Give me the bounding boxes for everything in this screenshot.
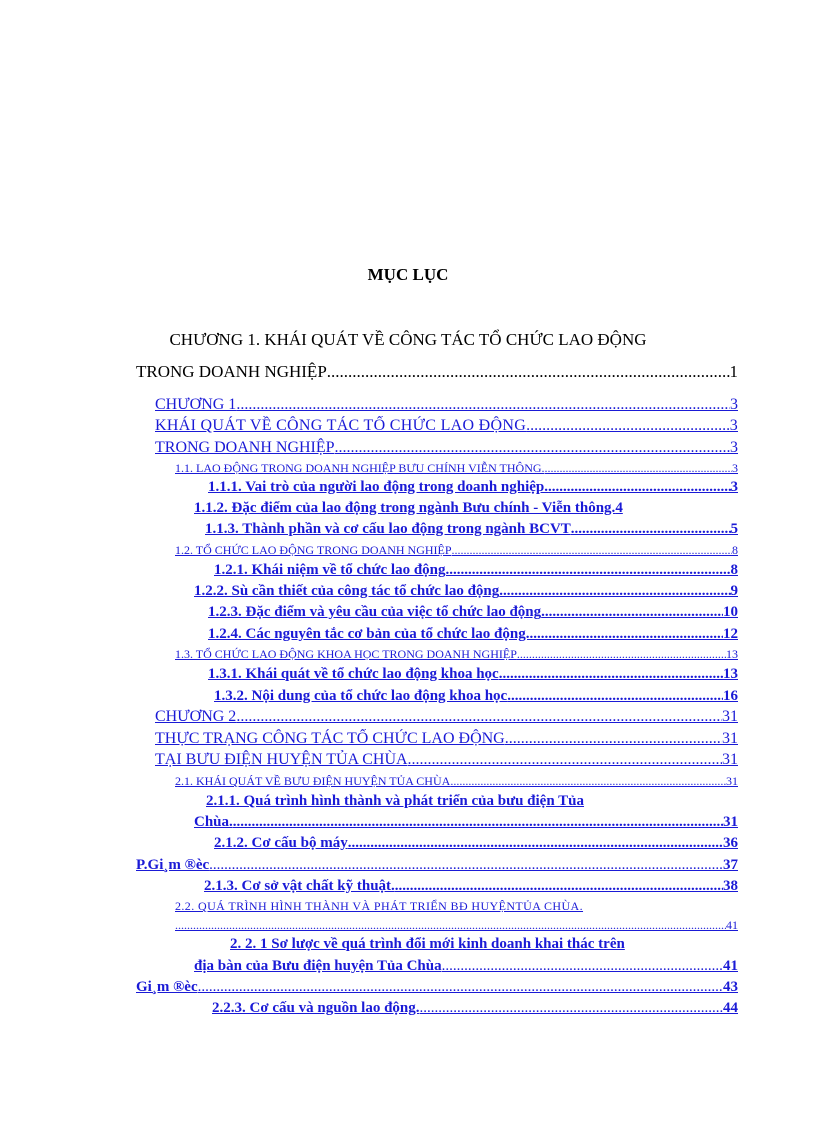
toc-entry-2-2-line2[interactable] — [175, 915, 738, 936]
toc-entry-text: 2.1.3. Cơ sở vật chất kỹ thuật. — [204, 878, 395, 894]
toc-page-number: 3 — [730, 479, 738, 495]
toc-page-number: 3 — [730, 396, 738, 413]
toc-heading-line1: CHƯƠNG 1. KHÁI QUÁT VỀ CÔNG TÁC TỔ CHỨC LAO ĐỘNG — [169, 330, 647, 349]
page-title: MỤC LỤC — [367, 265, 449, 284]
toc-entry-2-2-1-line1[interactable] — [194, 934, 738, 955]
toc-page-number: 5 — [730, 521, 738, 537]
toc-entry-text: 1.2. TỔ CHỨC LAO ĐỘNG TRONG DOANH NGHIỆP — [175, 543, 452, 557]
toc-page-number: 3 — [732, 461, 738, 475]
dot-leader — [420, 998, 723, 1019]
dot-leader — [548, 477, 730, 498]
toc-entry-text: 1.3.1. Khái quát về tổ chức lao động khoa học — [208, 666, 499, 682]
dot-leader — [395, 876, 723, 897]
toc-page-number: 4 — [615, 500, 623, 516]
toc-entry-text: địa bàn của Bưu điện huyện Tủa Chùa — [194, 958, 442, 974]
toc-entry-2-2-line1[interactable] — [175, 896, 738, 917]
dot-leader — [541, 602, 723, 623]
dot-leader — [348, 833, 723, 854]
toc-entry-2-1-1-line2[interactable] — [194, 812, 738, 833]
dot-leader — [442, 956, 723, 977]
toc-entry-1-1-2[interactable] — [194, 498, 743, 519]
toc-entry-chuong-2[interactable] — [155, 707, 738, 728]
toc-entry-text: 1.1. LAO ĐỘNG TRONG DOANH NGHIỆP BƯU CHÍNH VIỄN THÔNG. — [175, 461, 545, 475]
toc-page-number: 8 — [730, 562, 738, 578]
toc-entry-2-2-1-line2[interactable] — [194, 956, 738, 977]
toc-entry-text: 2.1. KHÁI QUÁT VỀ BƯU ĐIỆN HUYỆN TỦA CHÙA — [175, 774, 451, 788]
dot-leader — [233, 812, 723, 833]
toc-page-number: 41 — [726, 918, 738, 932]
toc-page-number: 10 — [723, 604, 738, 620]
toc-heading-line2-text: TRONG DOANH NGHIỆP — [136, 362, 327, 381]
toc-page-number: 12 — [723, 626, 738, 642]
dot-leader — [198, 977, 723, 998]
toc-page-number: 31 — [722, 708, 738, 725]
toc-entry-p-giam-doc[interactable] — [136, 855, 738, 876]
toc-entry-text: CHƯƠNG 1 — [155, 396, 237, 413]
toc-page-number: 41 — [723, 958, 738, 974]
toc-entry-1-1[interactable] — [175, 458, 738, 479]
toc-entry-text: THỰC TRẠNG CÔNG TÁC TỔ CHỨC LAO ĐỘNG — [155, 730, 505, 747]
toc-entry-text: Gi¸m ®èc — [136, 979, 198, 995]
toc-entry-2-1-1-line1[interactable] — [194, 791, 738, 812]
toc-entry-text: TRONG DOANH NGHIỆP — [155, 439, 335, 456]
toc-entry-chuong-1[interactable] — [155, 395, 738, 416]
toc-entry-tai-buu-dien[interactable] — [155, 750, 738, 771]
toc-entry-text: 1.2.4. Các nguyên tắc cơ bản của tổ chức lao động. — [208, 626, 530, 642]
dot-leader — [175, 915, 726, 936]
toc-page-number: 43 — [723, 979, 738, 995]
toc-page-number: 13 — [726, 647, 738, 661]
dot-leader — [452, 540, 732, 561]
dot-leader — [446, 560, 731, 581]
toc-page-number: 16 — [723, 688, 738, 704]
toc-entry-1-3-1[interactable] — [194, 664, 738, 685]
toc-page-number: 36 — [723, 835, 738, 851]
toc-entry-text: 1.2.3. Đặc điểm và yêu cầu của việc tổ chức lao động — [208, 604, 542, 620]
toc-page-number: 9 — [730, 583, 738, 599]
toc-entry-2-1-3[interactable] — [194, 876, 738, 897]
toc-entry-1-2-1[interactable] — [194, 560, 738, 581]
toc-entry-trong-doanh-nghiep[interactable] — [155, 438, 738, 459]
dot-leader — [450, 771, 726, 792]
toc-entry-text: 1.2.1. Khái niệm về tổ chức lao động — [214, 562, 446, 578]
toc-entry-2-1[interactable] — [175, 771, 738, 792]
toc-page-number: 31 — [723, 814, 738, 830]
toc-entry-text: KHÁI QUÁT VỀ CÔNG TÁC TỔ CHỨC LAO ĐỘNG — [155, 417, 527, 434]
dot-leader — [236, 707, 722, 728]
toc-entry-text: CHƯƠNG 2 — [155, 708, 237, 725]
toc-entry-text: 2. 2. 1 Sơ lược về quá trình đổi mới kinh doanh khai thác trên — [230, 936, 625, 952]
toc-page-number: 13 — [723, 666, 738, 682]
toc-entry-1-2[interactable] — [175, 540, 738, 561]
dot-leader — [335, 438, 730, 459]
toc-entry-text: 1.1.3. Thành phần và cơ cấu lao động trong ngành BCVT — [205, 521, 571, 537]
toc-heading-page: 1 — [729, 362, 738, 381]
dot-leader — [571, 519, 731, 540]
toc-heading-line2 — [136, 362, 738, 382]
toc-entry-2-1-2[interactable] — [194, 833, 738, 854]
toc-entry-thuc-trang[interactable] — [155, 729, 738, 750]
toc-entry-1-2-2[interactable] — [194, 581, 738, 602]
toc-entry-text: 2.1.1. Quá trình hình thành và phát triển của bưu điện Tủa — [206, 793, 585, 809]
toc-entry-1-2-3[interactable] — [194, 602, 738, 623]
toc-page-number: 37 — [723, 857, 738, 873]
toc-entry-text: Chùa. — [194, 814, 233, 830]
toc-entry-1-2-4[interactable] — [194, 624, 738, 645]
toc-entry-text: 1.2.2. Sù cần thiết của công tác tổ chức lao động — [194, 583, 500, 599]
dot-leader — [517, 644, 726, 665]
dot-leader — [526, 416, 730, 437]
toc-entry-text: 1.3. TỔ CHỨC LAO ĐỘNG KHOA HỌC TRONG DOANH NGHIỆP — [175, 647, 517, 661]
toc-page-number: 31 — [726, 774, 738, 788]
toc-entry-text: 1.1.2. Đặc điểm của lao động trong ngành Bưu chính - Viễn thông. — [194, 500, 616, 516]
toc-entry-1-3-2[interactable] — [194, 686, 738, 707]
toc-entry-2-2-3[interactable] — [194, 998, 738, 1019]
toc-entry-text: 2.2. QUÁ TRÌNH HÌNH THÀNH VÀ PHÁT TRIỂN BĐ HUYỆNTỦA CHÙA. — [175, 899, 584, 913]
dot-leader — [545, 458, 732, 479]
toc-page-number: 38 — [723, 878, 738, 894]
dot-leader — [408, 750, 722, 771]
toc-entry-text: 1.3.2. Nội dung của tổ chức lao động khoa học — [214, 688, 508, 704]
toc-entry-giam-doc[interactable] — [136, 977, 738, 998]
toc-entry-1-3[interactable] — [175, 644, 738, 665]
toc-entry-text: P.Gi¸m ®èc — [136, 857, 210, 873]
toc-entry-khai-quat[interactable] — [155, 416, 738, 437]
toc-page-number: 44 — [723, 1000, 738, 1016]
toc-page-number: 31 — [722, 751, 738, 768]
dot-leader — [327, 362, 730, 382]
toc-entry-text: 2.1.2. Cơ cấu bộ máy — [214, 835, 348, 851]
dot-leader — [236, 395, 730, 416]
toc-entry-1-1-1[interactable] — [208, 477, 738, 498]
toc-page-number: 3 — [729, 417, 738, 434]
dot-leader — [507, 686, 723, 707]
dot-leader — [209, 855, 723, 876]
dot-leader — [505, 729, 722, 750]
toc-entry-text: TẠI BƯU ĐIỆN HUYỆN TỦA CHÙA — [155, 751, 408, 768]
toc-entry-text: 1.1.1. Vai trò của người lao động trong doanh nghiệp. — [208, 479, 549, 495]
toc-page-number: 31 — [722, 730, 738, 747]
toc-page-number: 8 — [732, 543, 738, 557]
toc-entry-1-1-3[interactable] — [194, 519, 738, 540]
dot-leader — [499, 664, 723, 685]
dot-leader — [499, 581, 730, 602]
toc-entry-text: 2.2.3. Cơ cấu và nguồn lao động. — [212, 1000, 420, 1016]
dot-leader — [529, 624, 723, 645]
toc-page-number: 3 — [730, 439, 738, 456]
